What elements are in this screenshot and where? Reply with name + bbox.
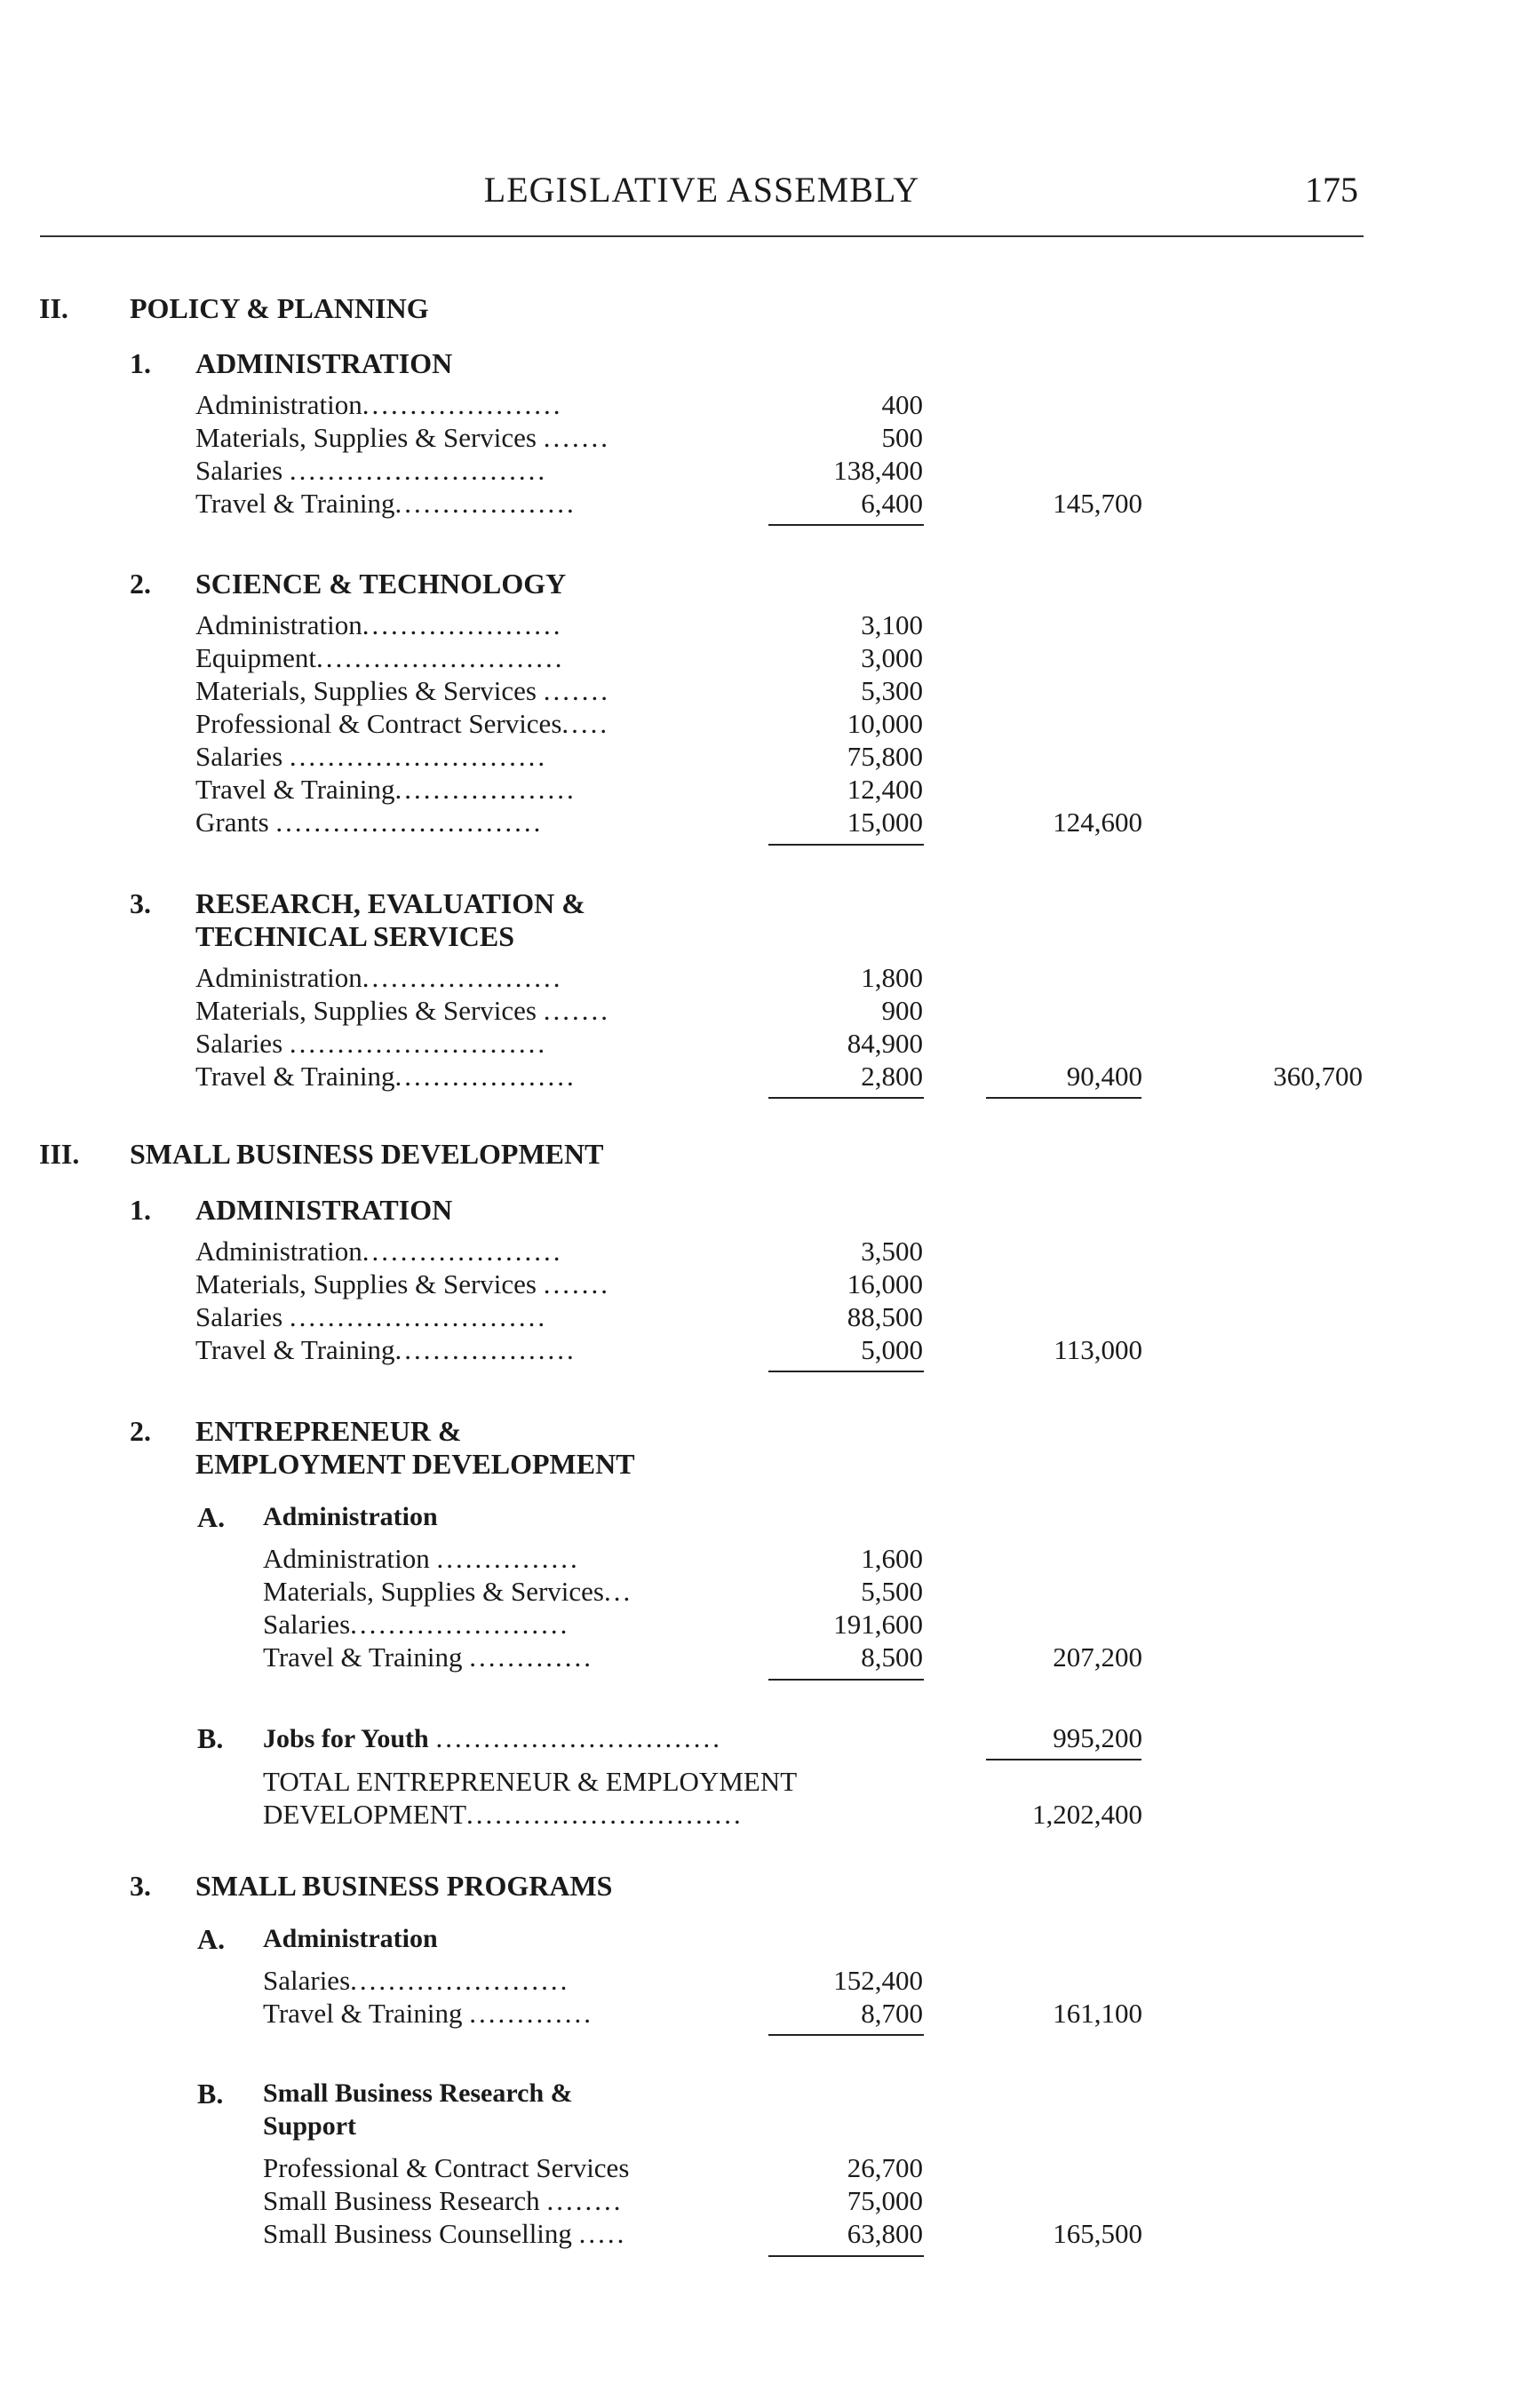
section-number: III. (39, 1138, 80, 1170)
line-item-label: Travel & Training................... (195, 1061, 577, 1092)
line-item-amount: 15,000 (847, 807, 923, 838)
line-item-label: Administration..................... (195, 962, 563, 993)
line-item-amount: 5,300 (861, 675, 923, 706)
underline-rule (768, 524, 924, 526)
line-item-label: Salaries ........................... (195, 1301, 548, 1332)
line-item-amount: 3,500 (861, 1236, 923, 1267)
line-item-amount: 400 (881, 389, 923, 420)
line-item-amount: 152,400 (833, 1965, 923, 1996)
line-item-label: Salaries ........................... (195, 741, 548, 772)
line-item-label: Materials, Supplies & Services ....... (195, 995, 610, 1026)
line-item-amount: 8,500 (861, 1641, 923, 1673)
line-item-amount: 8,700 (861, 1998, 923, 2029)
line-item-amount: 500 (881, 422, 923, 453)
line-item-amount: 63,800 (847, 2218, 923, 2249)
subitem-title: Jobs for Youth .............................. (263, 1722, 722, 1753)
subtotal-amount: 145,700 (1053, 488, 1142, 519)
line-item-label: Travel & Training................... (195, 488, 577, 519)
subsection-title: SCIENCE & TECHNOLOGY (195, 568, 567, 600)
underline-rule (768, 2255, 924, 2257)
subsection-number: 3. (130, 887, 151, 919)
subsection-number: 2. (130, 1415, 151, 1447)
total-label-continued: DEVELOPMENT............................. (263, 1799, 744, 1830)
line-item-label: Salaries ........................... (195, 455, 548, 486)
section-total-amount: 360,700 (1273, 1061, 1363, 1092)
subitem-title-continued: Support (263, 2111, 357, 2141)
line-item-amount: 3,100 (861, 609, 923, 640)
line-item-amount: 88,500 (847, 1301, 923, 1332)
total-label: TOTAL ENTREPRENEUR & EMPLOYMENT (263, 1766, 798, 1797)
underline-rule (768, 2034, 924, 2036)
subitem-letter: B. (197, 2078, 224, 2110)
subtotal-amount: 113,000 (1054, 1334, 1142, 1365)
subtotal-amount: 124,600 (1053, 807, 1142, 838)
line-item-label: Salaries ........................... (195, 1028, 548, 1059)
line-item-label: Materials, Supplies & Services ....... (195, 1268, 610, 1299)
underline-rule (768, 1097, 924, 1099)
subitem-letter: A. (197, 1501, 226, 1533)
line-item-label: Materials, Supplies & Services ....... (195, 675, 610, 706)
subitem-title: Administration (263, 1924, 438, 1953)
line-item-amount: 900 (881, 995, 923, 1026)
line-item-amount: 191,600 (833, 1609, 923, 1640)
subitem-letter: A. (197, 1923, 226, 1955)
subtotal-amount: 207,200 (1053, 1641, 1142, 1673)
subsection-title-continued: TECHNICAL SERVICES (195, 920, 514, 952)
line-item-label: Professional & Contract Services (263, 2152, 630, 2183)
subitem-title: Administration (263, 1502, 438, 1531)
line-item-label: Administration..................... (195, 389, 563, 420)
line-item-label: Administration ............... (263, 1543, 580, 1574)
subsection-title-continued: EMPLOYMENT DEVELOPMENT (195, 1448, 635, 1480)
subitem-letter: B. (197, 1722, 224, 1754)
header-rule (40, 235, 1364, 237)
line-item-label: Travel & Training ............. (263, 1641, 594, 1673)
underline-rule (768, 1371, 924, 1372)
line-item-label: Materials, Supplies & Services... (263, 1576, 633, 1607)
line-item-label: Materials, Supplies & Services ....... (195, 422, 610, 453)
underline-rule (986, 1759, 1141, 1760)
line-item-label: Grants ............................ (195, 807, 544, 838)
total-amount: 1,202,400 (1032, 1799, 1142, 1830)
line-item-amount: 5,000 (861, 1334, 923, 1365)
line-item-amount: 6,400 (861, 488, 923, 519)
line-item-label: Small Business Research ........ (263, 2185, 624, 2216)
line-item-amount: 84,900 (847, 1028, 923, 1059)
line-item-amount: 5,500 (861, 1576, 923, 1607)
subsection-number: 2. (130, 568, 151, 600)
underline-rule (768, 844, 924, 846)
subtotal-amount: 165,500 (1053, 2218, 1142, 2249)
subsection-title: ADMINISTRATION (195, 1194, 453, 1226)
line-item-label: Equipment.......................... (195, 642, 565, 673)
section-title: SMALL BUSINESS DEVELOPMENT (130, 1138, 604, 1170)
line-item-label: Administration..................... (195, 1236, 563, 1267)
line-item-label: Administration..................... (195, 609, 563, 640)
line-item-label: Salaries....................... (263, 1609, 570, 1640)
line-item-amount: 1,600 (861, 1543, 923, 1574)
line-item-amount: 75,800 (847, 741, 923, 772)
subsection-title: ADMINISTRATION (195, 347, 453, 379)
subtotal-amount: 90,400 (1066, 1061, 1142, 1092)
subsection-title: SMALL BUSINESS PROGRAMS (195, 1870, 613, 1902)
line-item-label: Travel & Training ............. (263, 1998, 594, 2029)
underline-rule (768, 1679, 924, 1681)
underline-rule (986, 1097, 1141, 1099)
line-item-label: Professional & Contract Services..... (195, 708, 610, 739)
line-item-label: Small Business Counselling ..... (263, 2218, 627, 2249)
subitem-title: Small Business Research & (263, 2078, 573, 2108)
subtotal-amount: 995,200 (1053, 1722, 1142, 1753)
page-number: 175 (1305, 170, 1358, 210)
subsection-number: 1. (130, 347, 151, 379)
page-header-title: LEGISLATIVE ASSEMBLY (483, 170, 920, 210)
line-item-amount: 2,800 (861, 1061, 923, 1092)
line-item-amount: 16,000 (847, 1268, 923, 1299)
section-title: POLICY & PLANNING (130, 292, 429, 324)
line-item-label: Travel & Training................... (195, 774, 577, 805)
line-item-label: Salaries....................... (263, 1965, 570, 1996)
line-item-amount: 26,700 (847, 2152, 923, 2183)
line-item-amount: 75,000 (847, 2185, 923, 2216)
line-item-amount: 10,000 (847, 708, 923, 739)
line-item-amount: 1,800 (861, 962, 923, 993)
subsection-number: 3. (130, 1870, 151, 1902)
line-item-amount: 3,000 (861, 642, 923, 673)
subtotal-amount: 161,100 (1053, 1998, 1142, 2029)
section-number: II. (39, 292, 68, 324)
subsection-title: ENTREPRENEUR & (195, 1415, 462, 1447)
line-item-amount: 12,400 (847, 774, 923, 805)
subsection-number: 1. (130, 1194, 151, 1226)
line-item-label: Travel & Training................... (195, 1334, 577, 1365)
line-item-amount: 138,400 (833, 455, 923, 486)
subsection-title: RESEARCH, EVALUATION & (195, 887, 585, 919)
